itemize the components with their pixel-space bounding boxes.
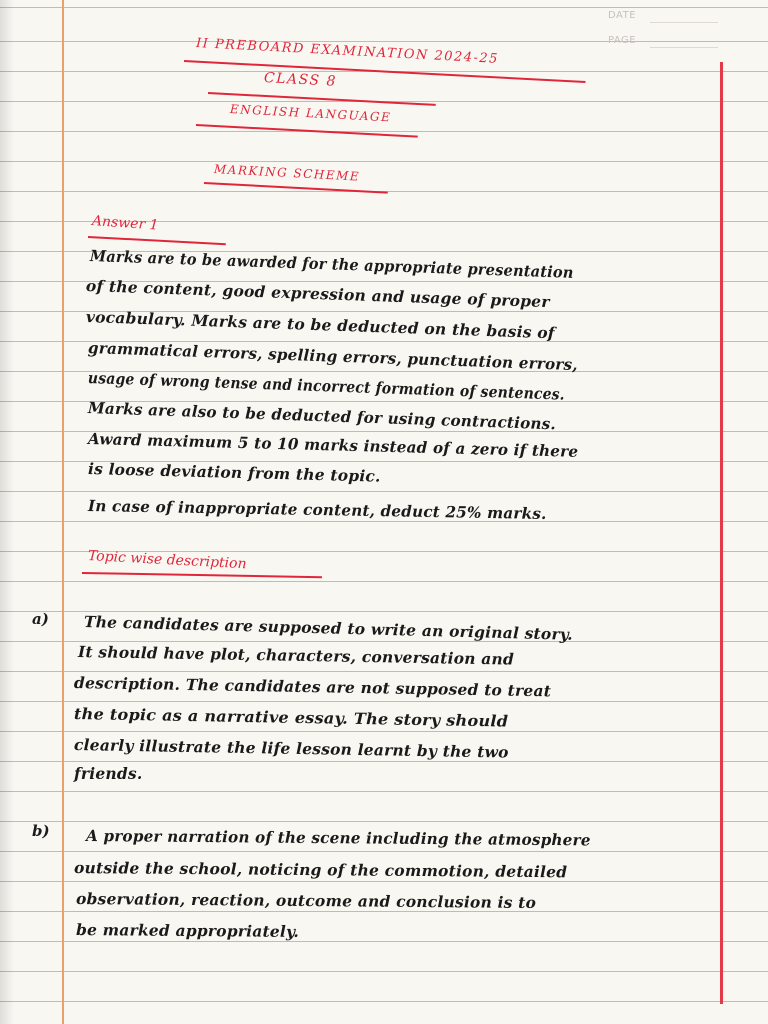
exam-title-underline [184,60,586,83]
item-b-line: outside the school, noticing of the commotion, detailed [73,858,568,882]
item-a-line: The candidates are supposed to write an original story. [83,612,574,644]
item-a-line: friends. [74,764,143,783]
answer-line: usage of wrong tense and incorrect formation of sentences. [87,368,566,404]
item-b-line: A proper narration of the scene including the atmosphere [85,826,591,850]
item-b-line: observation, reaction, outcome and conclusion is to [75,889,537,913]
page-rule [650,47,718,48]
item-a-line: It should have plot, characters, conversation and [77,642,515,669]
answer-line: vocabulary. Marks are to be deducted on the basis of [85,307,555,343]
scheme-title-underline [204,182,388,194]
item-b-label: b) [32,822,50,840]
answer-heading: Answer 1 [91,213,160,234]
binding-shadow [0,0,14,1024]
topic-heading-underline [82,572,322,578]
item-a-line: the topic as a narrative essay. The story should [73,704,509,731]
topic-heading: Topic wise description [87,548,247,573]
exam-title: II PREBOARD EXAMINATION 2024-25 [195,36,500,67]
answer-line: In case of inappropriate content, deduct 25% marks. [87,496,547,524]
answer-heading-underline [88,236,226,245]
left-margin-line [62,0,64,1024]
scheme-title: MARKING SCHEME [213,162,361,184]
item-b-line: be marked appropriately. [75,920,300,941]
answer-line: Marks are also to be deducted for using contractions. [87,398,557,434]
page-label: PAGE [608,35,637,46]
class-title: CLASS 8 [263,70,338,90]
answer-line: is loose deviation from the topic. [87,459,381,486]
date-label: DATE [608,10,637,21]
date-rule [650,22,718,23]
item-a-line: clearly illustrate the life lesson learnt by the two [73,735,509,762]
right-margin-line [720,62,723,1004]
subject-title: ENGLISH LANGUAGE [229,102,392,125]
subject-title-underline [196,124,418,138]
answer-line: Marks are to be awarded for the appropriate presentation [89,246,574,282]
answer-line: grammatical errors, spelling errors, punctuation errors, [87,338,579,375]
item-a-label: a) [32,610,49,628]
item-a-line: description. The candidates are not supposed to treat [73,673,552,701]
answer-line: of the content, good expression and usage of proper [85,276,550,312]
answer-line: Award maximum 5 to 10 marks instead of a zero if there [87,429,579,461]
